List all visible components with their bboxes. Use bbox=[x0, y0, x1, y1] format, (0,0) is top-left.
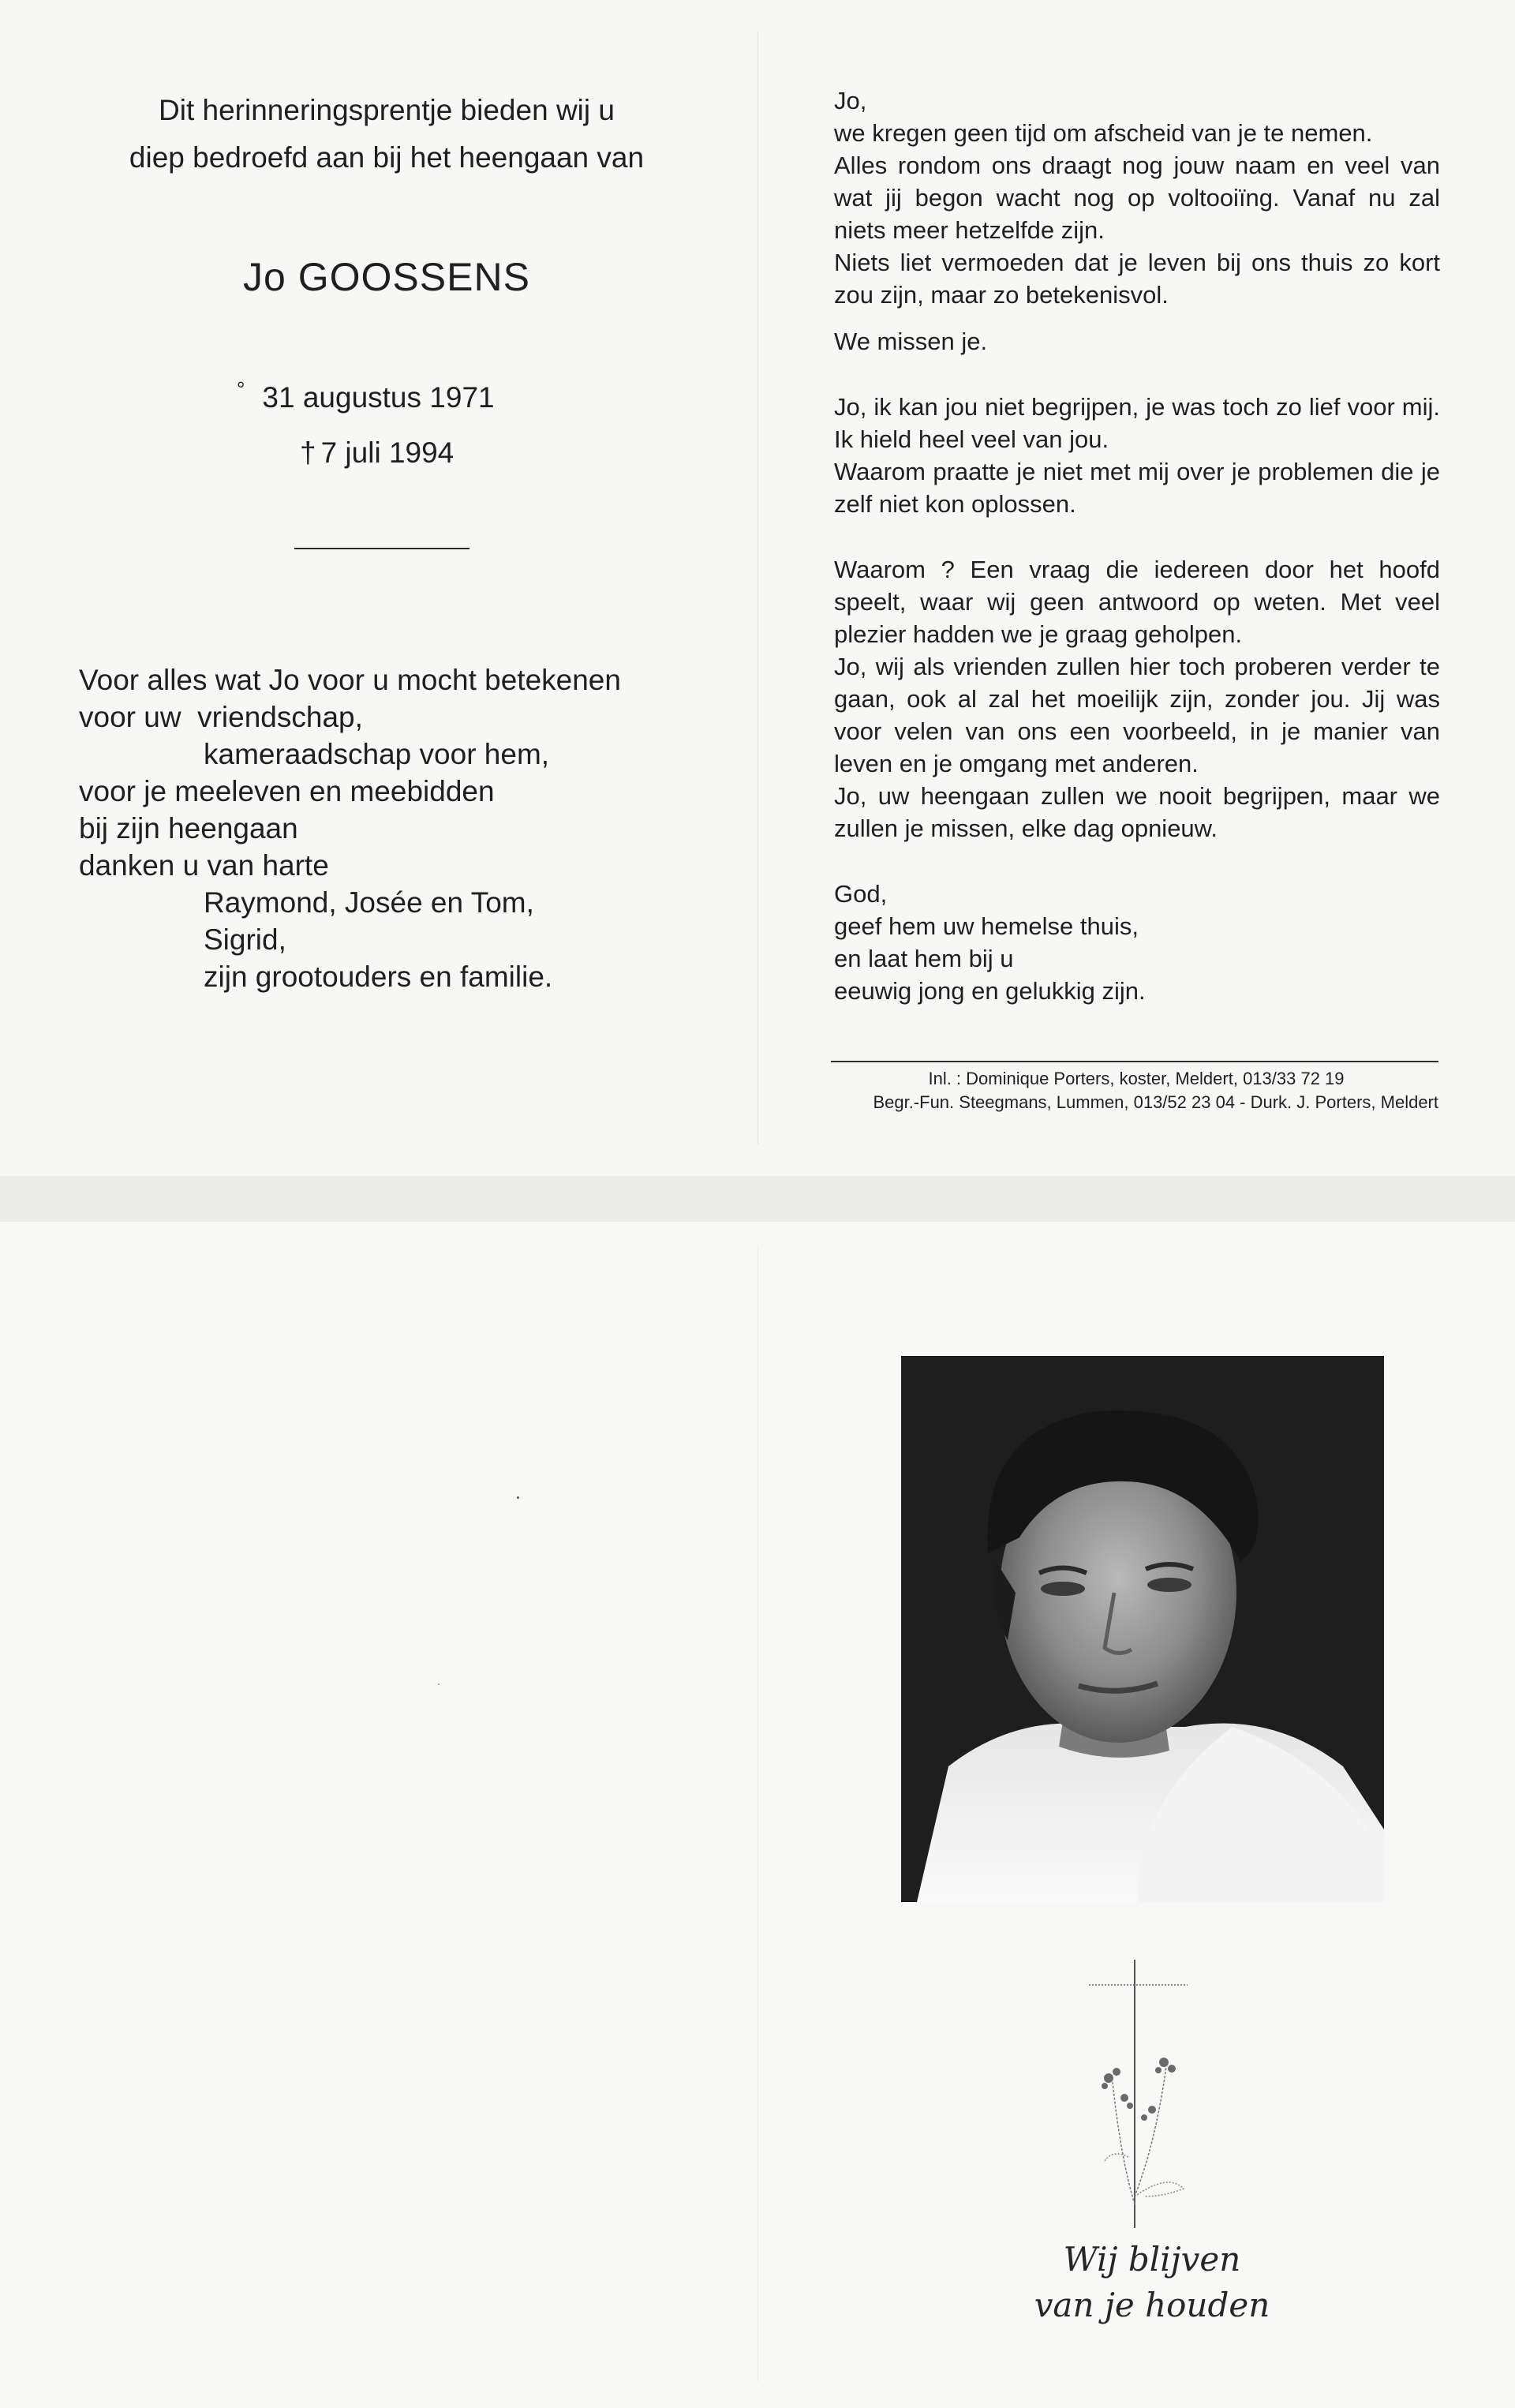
poem-line: Niets liet vermoeden dat je leven bij ons thuis zo kort zou zijn, maar zo betekenisvol. bbox=[834, 249, 1440, 309]
thanks-line: Sigrid, bbox=[204, 923, 286, 956]
prayer-line: eeuwig jong en gelukkig zijn. bbox=[834, 977, 1146, 1005]
portrait-photo bbox=[901, 1356, 1384, 1902]
birth-symbol: ° bbox=[237, 377, 245, 401]
poem-line: Jo, wij als vrienden zullen hier toch proberen verder te gaan, ook al zal het moeilijk zijn, zonder jou. Jij was voor velen van ons een voorbeeld, in je manier van leven en je omgang met anderen. bbox=[834, 653, 1440, 777]
poem-line: Jo, uw heengaan zullen we nooit begrijpen, maar we zullen je missen, elke dag opnieuw. bbox=[834, 782, 1440, 842]
poem-paragraph-2: We missen je. bbox=[834, 328, 988, 355]
death-line bbox=[300, 436, 552, 470]
motto bbox=[963, 2237, 1341, 2328]
poem-line: Jo, ik kan jou niet begrijpen, je was toch zo lief voor mij. Ik hield heel veel van jou. bbox=[834, 393, 1440, 453]
death-symbol: † bbox=[300, 436, 316, 469]
death-date: 7 juli 1994 bbox=[320, 436, 454, 469]
card-outside bbox=[0, 1222, 1515, 2408]
birth-date: 31 augustus 1971 bbox=[262, 381, 495, 414]
poem-line: we kregen geen tijd om afscheid van je te nemen. bbox=[834, 119, 1373, 147]
thanks-line: voor uw vriendschap, bbox=[79, 701, 363, 733]
credit-line: Inl. : Dominique Porters, koster, Meldert, 013/33 72 19 bbox=[928, 1069, 1345, 1088]
credit-line: Begr.-Fun. Steegmans, Lummen, 013/52 23 04 - Durk. J. Porters, Meldert bbox=[873, 1092, 1438, 1112]
thanks-text bbox=[79, 661, 710, 995]
intro-line: Dit herinneringsprentje bieden wij u bbox=[159, 94, 615, 126]
poem-line: Waarom praatte je niet met mij over je problemen die je zelf niet kon oplossen. bbox=[834, 458, 1440, 518]
portrait-photo-drawing bbox=[901, 1356, 1384, 1902]
poem-paragraph-1 bbox=[834, 84, 1440, 311]
deceased-name: Jo GOOSSENS bbox=[243, 255, 530, 299]
paper-speck bbox=[517, 1496, 519, 1499]
thanks-line: Voor alles wat Jo voor u mocht betekenen bbox=[79, 664, 621, 696]
card-separator bbox=[0, 1176, 1515, 1222]
poem-paragraph-4 bbox=[834, 553, 1440, 844]
prayer-line: geef hem uw hemelse thuis, bbox=[834, 912, 1139, 940]
thanks-line: danken u van harte bbox=[79, 849, 329, 882]
motto-line: van je houden bbox=[1034, 2286, 1270, 2324]
paper-speck bbox=[438, 1683, 440, 1685]
thanks-line: bij zijn heengaan bbox=[79, 812, 298, 844]
intro-text bbox=[95, 87, 679, 182]
poem-line: Waarom ? Een vraag die iedereen door het hoofd speelt, waar wij geen antwoord op weten. Met veel plezier hadden we je graag geholpen. bbox=[834, 556, 1440, 648]
prayer-line: en laat hem bij u bbox=[834, 945, 1014, 972]
cross-with-flowers-icon bbox=[1089, 1960, 1215, 2228]
card-inside bbox=[0, 0, 1515, 1176]
thanks-line: voor je meeleven en meebidden bbox=[79, 775, 495, 807]
motto-line: Wij blijven bbox=[1063, 2240, 1241, 2279]
birth-line bbox=[237, 377, 552, 414]
thanks-line: kameraadschap voor hem, bbox=[204, 738, 550, 770]
intro-line: diep bedroefd aan bij het heengaan van bbox=[129, 141, 645, 174]
thanks-line: Raymond, Josée en Tom, bbox=[204, 886, 534, 919]
thanks-line: zijn grootouders en familie. bbox=[204, 961, 553, 993]
poem-line: Alles rondom ons draagt nog jouw naam en veel van wat jij begon wacht nog op voltooiïng. Vanaf nu zal niets meer hetzelfde zijn. bbox=[834, 152, 1440, 244]
credits-rule bbox=[831, 1061, 1438, 1062]
poem-paragraph-3 bbox=[834, 391, 1440, 520]
poem-text bbox=[834, 84, 1440, 1007]
poem-line: Jo, bbox=[834, 87, 867, 114]
prayer bbox=[834, 878, 1440, 1007]
prayer-line: God, bbox=[834, 880, 888, 908]
divider-rule bbox=[294, 548, 469, 549]
